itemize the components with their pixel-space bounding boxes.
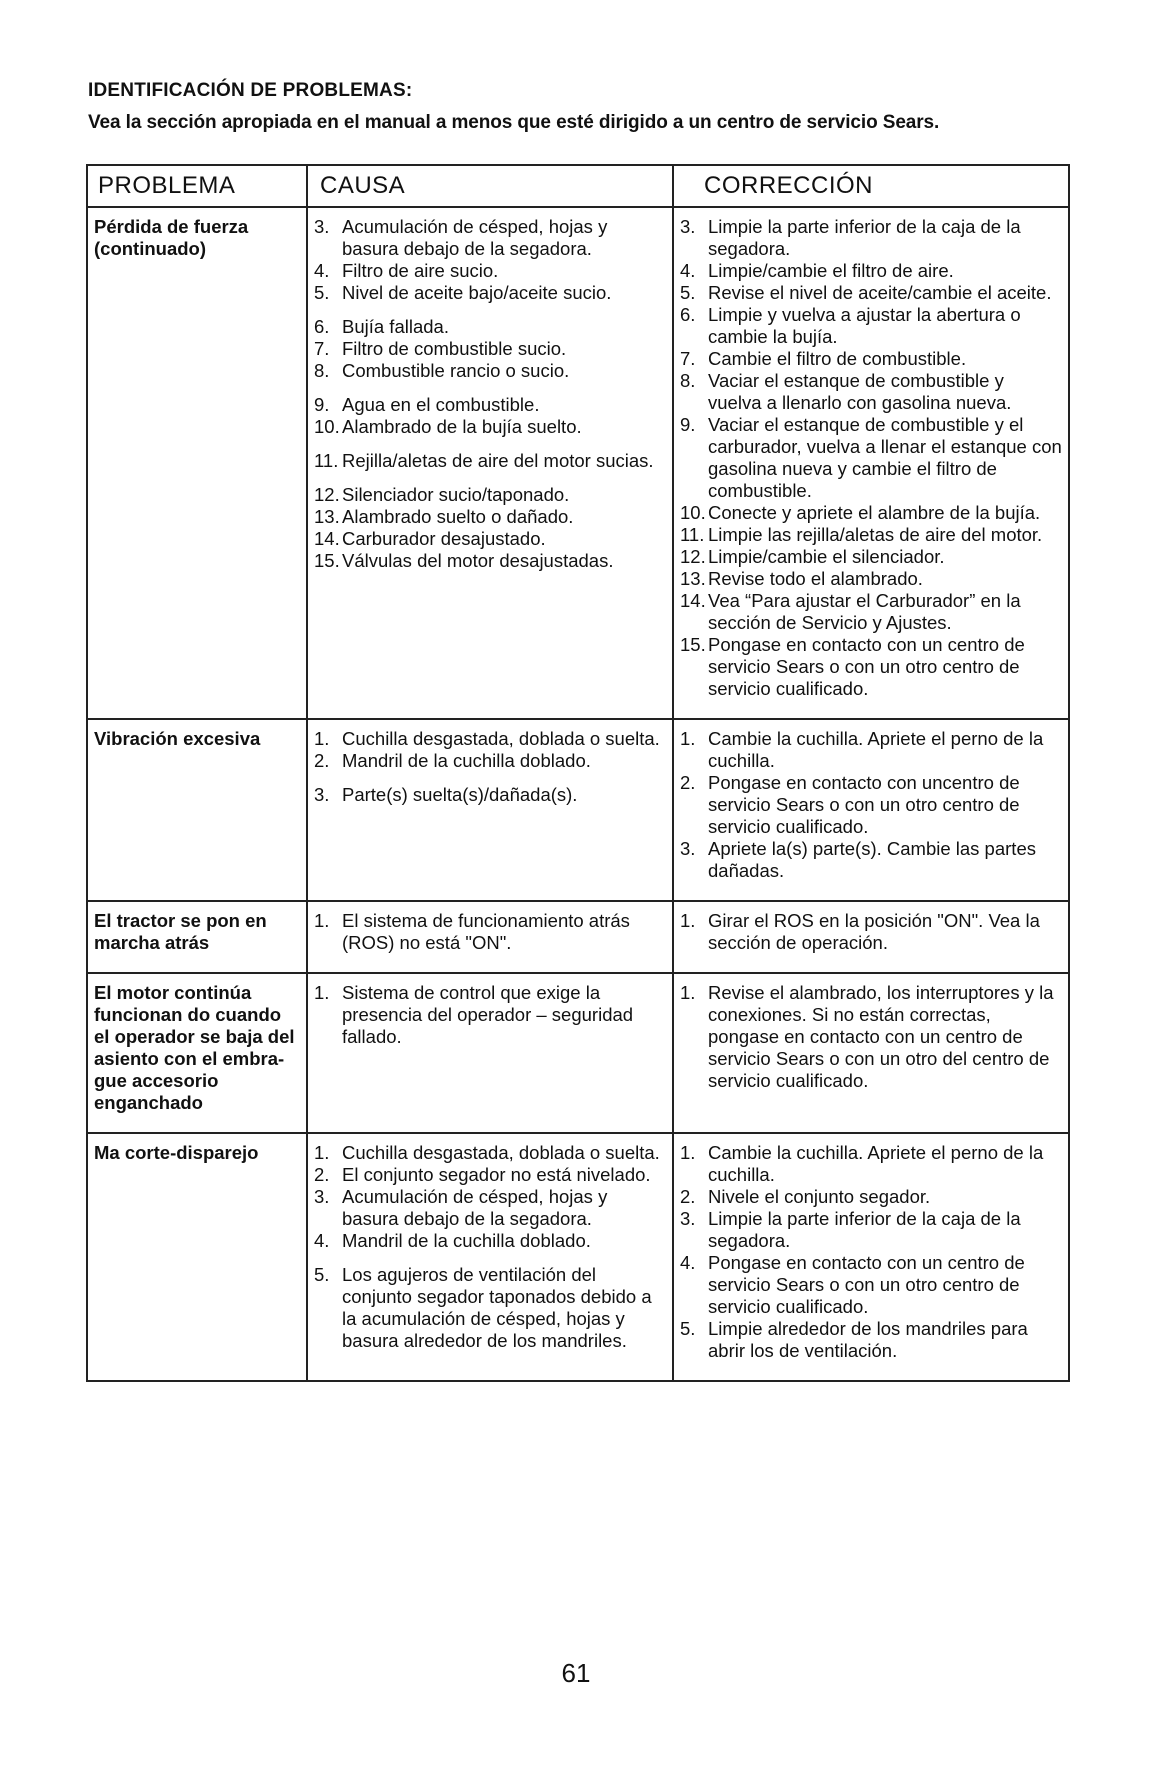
correction-item xyxy=(680,546,1062,568)
cause-item xyxy=(314,910,666,954)
item-text: Sistema de control que exige la presencia del operador – seguridad fallado. xyxy=(342,982,634,1047)
item-text: Alambrado suelto o dañado. xyxy=(342,506,574,527)
item-text: El sistema de funcionamiento atrás (ROS) no está "ON". xyxy=(342,910,630,953)
item-number: 1. xyxy=(680,910,696,931)
item-text: Revise el nivel de aceite/cambie el aceite. xyxy=(708,282,1052,303)
cause-item xyxy=(314,506,666,528)
item-text: Los agujeros de ventilación del conjunto segador taponados debido a la acumulación de césped, hojas y basura alrededor de los mandriles. xyxy=(342,1264,652,1351)
item-number: 6. xyxy=(680,304,696,325)
cause-item xyxy=(314,1264,666,1352)
item-text: Alambrado de la bujía suelto. xyxy=(342,416,582,437)
correction-item xyxy=(680,772,1062,838)
item-number: 1. xyxy=(680,982,696,1003)
item-text: Limpie la parte inferior de la caja de la segadora. xyxy=(708,216,1021,259)
cause-item xyxy=(314,484,666,506)
item-text: Mandril de la cuchilla doblado. xyxy=(342,1230,591,1251)
item-text: Cuchilla desgastada, doblada o suelta. xyxy=(342,1142,660,1163)
item-text: Limpie/cambie el filtro de aire. xyxy=(708,260,954,281)
item-number: 5. xyxy=(314,1264,330,1285)
item-number: 13. xyxy=(680,568,706,589)
correction-list xyxy=(680,216,1062,700)
item-number: 1. xyxy=(314,728,330,749)
cause-cell xyxy=(307,1133,673,1381)
correction-item xyxy=(680,568,1062,590)
item-number: 10. xyxy=(314,416,340,437)
correction-item xyxy=(680,524,1062,546)
cause-item xyxy=(314,982,666,1048)
item-number: 2. xyxy=(680,1186,696,1207)
troubleshooting-table xyxy=(86,164,1070,1382)
item-text: Combustible rancio o sucio. xyxy=(342,360,570,381)
item-text: Cambie el filtro de combustible. xyxy=(708,348,967,369)
cause-item xyxy=(314,1186,666,1230)
correction-cell xyxy=(673,1133,1069,1381)
cause-item xyxy=(314,528,666,550)
cause-cell xyxy=(307,973,673,1133)
item-text: Rejilla/aletas de aire del motor sucias. xyxy=(342,450,654,471)
item-text: Nivele el conjunto segador. xyxy=(708,1186,931,1207)
correction-item xyxy=(680,282,1062,304)
correction-item xyxy=(680,1186,1062,1208)
item-number: 15. xyxy=(680,634,706,655)
item-text: Limpie alrededor de los mandriles para abrir los de ventilación. xyxy=(708,1318,1028,1361)
item-text: Filtro de aire sucio. xyxy=(342,260,499,281)
table-header-row xyxy=(87,165,1069,207)
cause-item xyxy=(314,1230,666,1252)
correction-item xyxy=(680,1208,1062,1252)
cause-cell xyxy=(307,719,673,901)
item-number: 2. xyxy=(680,772,696,793)
cause-list xyxy=(314,216,666,572)
item-number: 3. xyxy=(314,1186,330,1207)
cause-item xyxy=(314,450,666,472)
item-number: 1. xyxy=(314,910,330,931)
correction-list xyxy=(680,728,1062,882)
item-number: 9. xyxy=(314,394,330,415)
cause-cell xyxy=(307,207,673,719)
item-number: 5. xyxy=(314,282,330,303)
cause-item xyxy=(314,750,666,772)
item-number: 7. xyxy=(680,348,696,369)
correction-cell xyxy=(673,973,1069,1133)
correction-item xyxy=(680,910,1062,954)
cause-item xyxy=(314,360,666,382)
cause-item xyxy=(314,216,666,260)
cause-item xyxy=(314,1164,666,1186)
item-number: 5. xyxy=(680,282,696,303)
cause-item xyxy=(314,282,666,304)
item-text: Apriete la(s) parte(s). Cambie las partes dañadas. xyxy=(708,838,1036,881)
cause-item xyxy=(314,550,666,572)
item-text: Girar el ROS en la posición "ON". Vea la sección de operación. xyxy=(708,910,1040,953)
item-number: 14. xyxy=(680,590,706,611)
item-number: 15. xyxy=(314,550,340,571)
correction-item xyxy=(680,348,1062,370)
correction-cell xyxy=(673,719,1069,901)
correction-item xyxy=(680,982,1062,1092)
item-text: Revise todo el alambrado. xyxy=(708,568,923,589)
item-number: 12. xyxy=(314,484,340,505)
item-number: 4. xyxy=(314,1230,330,1251)
cause-item xyxy=(314,1142,666,1164)
correction-list xyxy=(680,1142,1062,1362)
correction-item xyxy=(680,590,1062,634)
cause-item xyxy=(314,728,666,750)
problem-cell: El motor continúa funcionan do cuando el operador se baja del asiento con el embra-gue accesorio enganchado xyxy=(87,973,307,1133)
item-number: 13. xyxy=(314,506,340,527)
item-number: 1. xyxy=(680,1142,696,1163)
section-subtitle: Vea la sección apropiada en el manual a menos que esté dirigido a un centro de servicio Sears. xyxy=(88,112,940,133)
correction-list xyxy=(680,910,1062,954)
item-number: 4. xyxy=(314,260,330,281)
header-correction: CORRECCIÓN xyxy=(673,165,1069,207)
correction-item xyxy=(680,216,1062,260)
item-text: Cuchilla desgastada, doblada o suelta. xyxy=(342,728,660,749)
section-title: IDENTIFICACIÓN DE PROBLEMAS: xyxy=(88,80,413,101)
item-number: 9. xyxy=(680,414,696,435)
item-number: 3. xyxy=(314,216,330,237)
item-text: Limpie las rejilla/aletas de aire del motor. xyxy=(708,524,1043,545)
item-text: Pongase en contacto con un centro de servicio Sears o con un otro centro de servicio cualificado. xyxy=(708,1252,1025,1317)
correction-item xyxy=(680,502,1062,524)
correction-item xyxy=(680,634,1062,700)
table-row xyxy=(87,207,1069,719)
problem-cell: El tractor se pon en marcha atrás xyxy=(87,901,307,973)
cause-item xyxy=(314,316,666,338)
item-text: Vaciar el estanque de combustible y el carburador, vuelva a llenar el estanque con gasolina nueva y cambie el filtro de combustible. xyxy=(708,414,1062,501)
item-text: Nivel de aceite bajo/aceite sucio. xyxy=(342,282,612,303)
item-number: 10. xyxy=(680,502,706,523)
item-text: Parte(s) suelta(s)/dañada(s). xyxy=(342,784,578,805)
table-row xyxy=(87,973,1069,1133)
correction-item xyxy=(680,414,1062,502)
item-text: Mandril de la cuchilla doblado. xyxy=(342,750,591,771)
item-text: Pongase en contacto con uncentro de servicio Sears o con un otro centro de servicio cualificado. xyxy=(708,772,1020,837)
header-cause: CAUSA xyxy=(307,165,673,207)
item-number: 1. xyxy=(314,1142,330,1163)
item-text: Vaciar el estanque de combustible y vuelva a llenarlo con gasolina nueva. xyxy=(708,370,1012,413)
item-number: 8. xyxy=(680,370,696,391)
item-number: 8. xyxy=(314,360,330,381)
problem-cell: Pérdida de fuerza (continuado) xyxy=(87,207,307,719)
item-number: 11. xyxy=(680,524,705,545)
correction-item xyxy=(680,370,1062,414)
table-row xyxy=(87,719,1069,901)
item-number: 1. xyxy=(314,982,330,1003)
correction-item xyxy=(680,1252,1062,1318)
item-text: Conecte y apriete el alambre de la bujía. xyxy=(708,502,1041,523)
table-row xyxy=(87,1133,1069,1381)
cause-item xyxy=(314,416,666,438)
item-text: Limpie la parte inferior de la caja de la segadora. xyxy=(708,1208,1021,1251)
item-number: 4. xyxy=(680,260,696,281)
cause-item xyxy=(314,394,666,416)
item-number: 1. xyxy=(680,728,696,749)
item-text: Limpie/cambie el silenciador. xyxy=(708,546,945,567)
item-number: 7. xyxy=(314,338,330,359)
cause-cell xyxy=(307,901,673,973)
correction-item xyxy=(680,1318,1062,1362)
item-text: Pongase en contacto con un centro de servicio Sears o con un otro centro de servicio cualificado. xyxy=(708,634,1025,699)
item-number: 2. xyxy=(314,750,330,771)
item-text: Silenciador sucio/taponado. xyxy=(342,484,570,505)
item-number: 2. xyxy=(314,1164,330,1185)
item-text: Bujía fallada. xyxy=(342,316,449,337)
correction-item xyxy=(680,304,1062,348)
correction-cell xyxy=(673,207,1069,719)
item-number: 11. xyxy=(314,450,339,471)
item-number: 6. xyxy=(314,316,330,337)
item-text: Válvulas del motor desajustadas. xyxy=(342,550,614,571)
page-header xyxy=(88,80,1088,134)
cause-list xyxy=(314,728,666,806)
item-text: Acumulación de césped, hojas y basura debajo de la segadora. xyxy=(342,216,608,259)
item-text: Carburador desajustado. xyxy=(342,528,546,549)
header-problem: PROBLEMA xyxy=(87,165,307,207)
correction-cell xyxy=(673,901,1069,973)
cause-list xyxy=(314,1142,666,1352)
correction-item xyxy=(680,1142,1062,1186)
item-number: 14. xyxy=(314,528,340,549)
item-text: El conjunto segador no está nivelado. xyxy=(342,1164,651,1185)
table-row xyxy=(87,901,1069,973)
item-text: Revise el alambrado, los interruptores y la conexiones. Si no están correctas, pongase en contacto con un centro de servicio Sears o con un otro del centro de servicio cualificado. xyxy=(708,982,1054,1091)
item-text: Vea “Para ajustar el Carburador” en la sección de Servicio y Ajustes. xyxy=(708,590,1021,633)
correction-item xyxy=(680,838,1062,882)
item-number: 3. xyxy=(680,1208,696,1229)
cause-item xyxy=(314,260,666,282)
item-number: 3. xyxy=(680,216,696,237)
item-text: Acumulación de césped, hojas y basura debajo de la segadora. xyxy=(342,1186,608,1229)
correction-item xyxy=(680,728,1062,772)
item-text: Cambie la cuchilla. Apriete el perno de la cuchilla. xyxy=(708,1142,1044,1185)
cause-item xyxy=(314,784,666,806)
page-number: 61 xyxy=(561,1658,591,1688)
correction-list xyxy=(680,982,1062,1092)
cause-item xyxy=(314,338,666,360)
cause-list xyxy=(314,910,666,954)
item-text: Limpie y vuelva a ajustar la abertura o cambie la bujía. xyxy=(708,304,1021,347)
problem-cell: Ma corte-disparejo xyxy=(87,1133,307,1381)
item-text: Filtro de combustible sucio. xyxy=(342,338,567,359)
correction-item xyxy=(680,260,1062,282)
item-number: 3. xyxy=(314,784,330,805)
item-number: 3. xyxy=(680,838,696,859)
item-number: 4. xyxy=(680,1252,696,1273)
item-text: Agua en el combustible. xyxy=(342,394,540,415)
cause-list xyxy=(314,982,666,1048)
problem-cell: Vibración excesiva xyxy=(87,719,307,901)
item-number: 5. xyxy=(680,1318,696,1339)
item-text: Cambie la cuchilla. Apriete el perno de la cuchilla. xyxy=(708,728,1044,771)
item-number: 12. xyxy=(680,546,706,567)
